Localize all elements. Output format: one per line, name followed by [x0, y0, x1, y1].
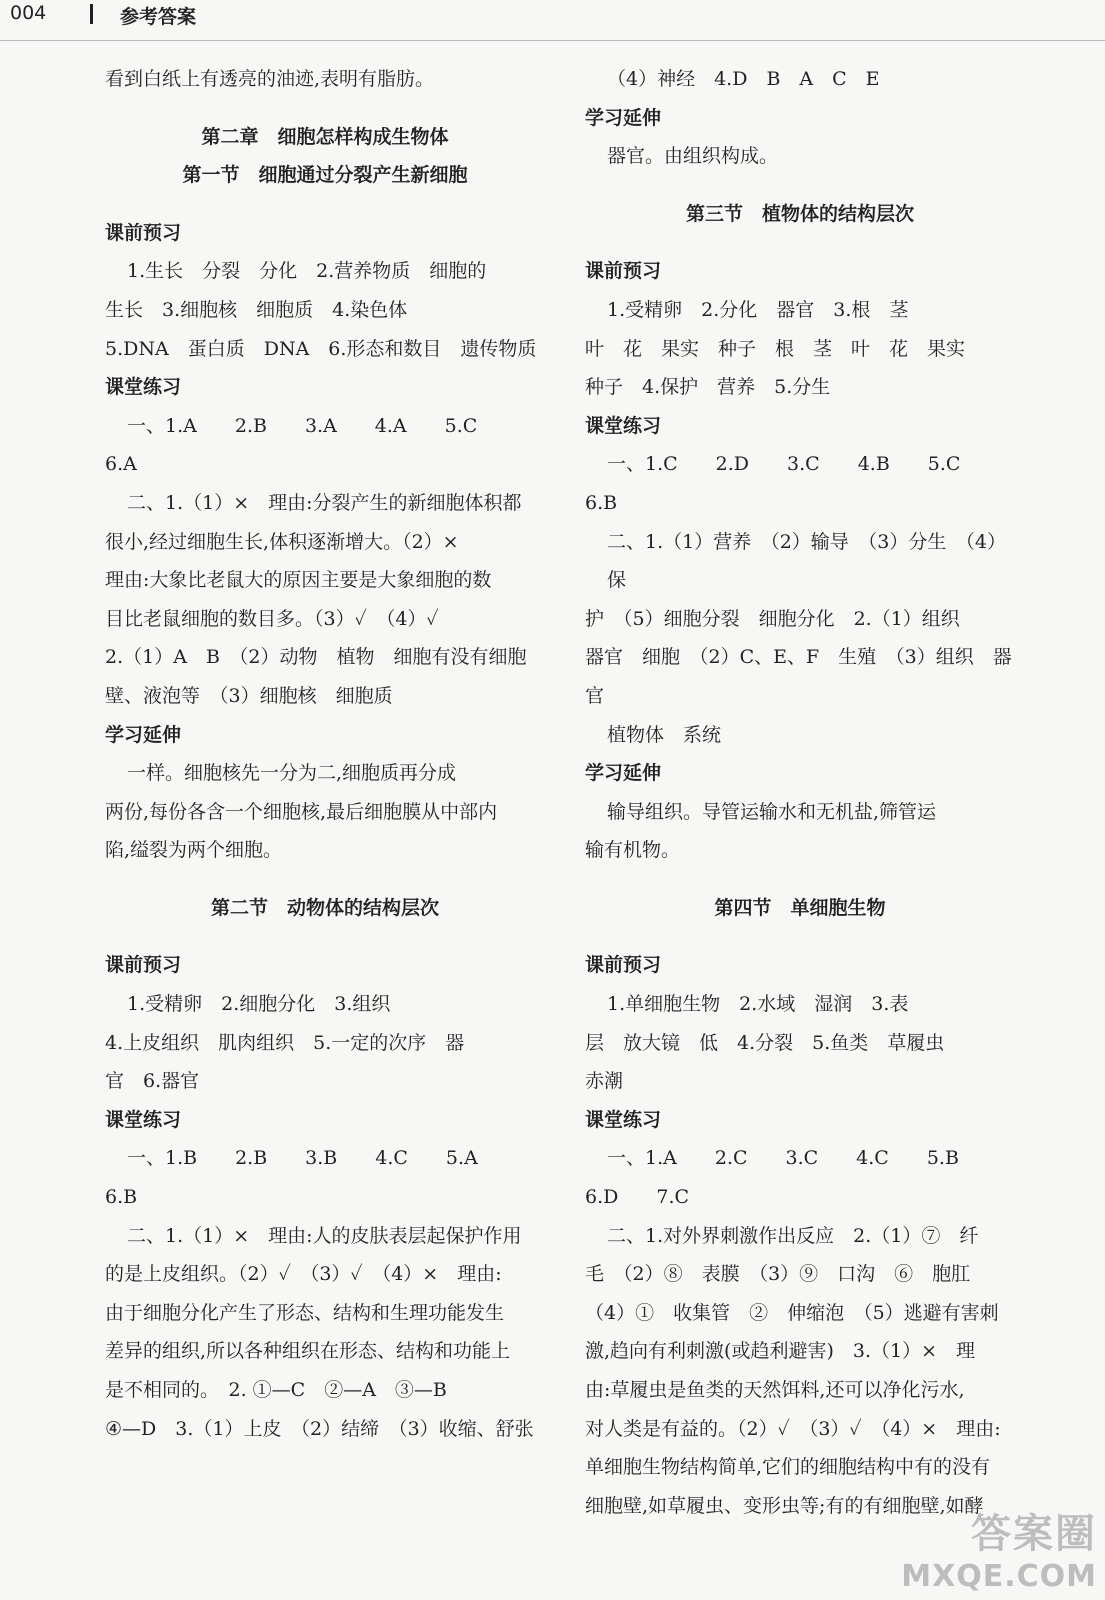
text-line: 一、1.A 2.C 3.C 4.C 5.B	[607, 1147, 959, 1170]
text-line: 6.B	[585, 491, 618, 514]
text-line: 官 6.器官	[105, 1070, 200, 1093]
header-divider	[90, 4, 93, 24]
text-line: 激,趋向有利刺激(或趋利避害) 3.（1）× 理	[585, 1340, 976, 1363]
watermark-url: MXQE.COM	[901, 1559, 1097, 1594]
text-line: 器官。由组织构成。	[607, 145, 779, 168]
text-line: 6.A	[105, 453, 137, 476]
subsection-heading: 学习延伸	[585, 762, 662, 785]
text-line: 6.B	[105, 1186, 138, 1209]
text-line: 4.上皮组织 肌肉组织 5.一定的次序 器	[105, 1031, 465, 1054]
text-line: 二、1.（1）× 理由:人的皮肤表层起保护作用	[127, 1224, 522, 1247]
text-line: （4）神经 4.D B A C E	[607, 68, 880, 90]
text-line: 差异的组织,所以各种组织在形态、结构和功能上	[105, 1340, 511, 1363]
text-line: （4）① 收集管 ② 伸缩泡 （5）逃避有害刺	[585, 1301, 999, 1324]
subsection-heading: 课堂练习	[105, 376, 182, 399]
text-line: 1.受精卵 2.分化 器官 3.根 茎	[607, 298, 909, 321]
text-line: 一、1.A 2.B 3.A 4.A 5.C	[127, 414, 478, 437]
subsection-heading: 课前预习	[585, 260, 662, 283]
subsection-heading: 课堂练习	[585, 1108, 662, 1131]
text-line: 细胞壁,如草履虫、变形虫等;有的有细胞壁,如酵	[585, 1494, 984, 1517]
header-title: 参考答案	[120, 6, 197, 28]
text-line: 由于细胞分化产生了形态、结构和生理功能发生	[105, 1301, 505, 1324]
text-line: 5.DNA 蛋白质 DNA 6.形态和数目 遗传物质	[105, 337, 537, 360]
right-column	[585, 60, 1015, 1525]
text-line: 层 放大镜 低 4.分裂 5.鱼类 草履虫	[585, 1031, 945, 1054]
section-title: 第二节 动物体的结构层次	[210, 896, 439, 919]
text-line: 是不相同的。 2. ①—C ②—A ③—B	[105, 1379, 447, 1401]
subsection-heading: 课堂练习	[105, 1108, 182, 1131]
subsection-heading: 学习延伸	[105, 723, 182, 746]
text-line: 赤潮	[585, 1070, 624, 1093]
text-line: 很小,经过细胞生长,体积逐渐增大。（2）×	[105, 530, 459, 553]
left-column	[105, 60, 545, 1448]
subsection-heading: 学习延伸	[585, 106, 662, 129]
text-line: 2.（1）A B （2）动物 植物 细胞有没有细胞	[105, 646, 527, 669]
text-line: 二、1.对外界刺激作出反应 2.（1）⑦ 纤	[607, 1224, 979, 1247]
watermark-brand: 答案圈	[971, 1511, 1097, 1557]
text-line: 单细胞生物结构简单,它们的细胞结构中有的没有	[585, 1456, 991, 1479]
page-header	[0, 0, 1105, 41]
text-line: 两份,每份各含一个细胞核,最后细胞膜从中部内	[105, 800, 498, 823]
watermark	[901, 1502, 1097, 1594]
text-line: 器官 细胞 （2）C、E、F 生殖 （3）组织 器官	[585, 646, 1012, 707]
text-line: 壁、液泡等 （3）细胞核 细胞质	[105, 684, 393, 707]
text-line: 理由:大象比老鼠大的原因主要是大象细胞的数	[105, 569, 492, 592]
text-line: 护 （5）细胞分裂 细胞分化 2.（1）组织	[585, 607, 960, 630]
text-line: 一、1.B 2.B 3.B 4.C 5.A	[127, 1147, 478, 1170]
text-line: 1.单细胞生物 2.水域 湿润 3.表	[607, 993, 909, 1016]
text-line: 对人类是有益的。（2）✓ （3）✓ （4）× 理由:	[585, 1417, 1001, 1440]
text-line: 一样。细胞核先一分为二,细胞质再分成	[127, 762, 457, 785]
text-line: 输有机物。	[585, 839, 681, 862]
text-line: 看到白纸上有透亮的油迹,表明有脂肪。	[105, 68, 435, 90]
section-title: 第四节 单细胞生物	[714, 896, 886, 919]
subsection-heading: 课前预习	[585, 954, 662, 977]
text-line: 的是上皮组织。（2）✓ （3）✓ （4）× 理由:	[105, 1263, 502, 1286]
text-line: 二、1.（1）营养 （2）输导 （3）分生 （4）保	[607, 530, 1006, 592]
text-line: 生长 3.细胞核 细胞质 4.染色体	[105, 298, 408, 321]
text-line: 6.D 7.C	[585, 1186, 690, 1209]
text-line: 毛 （2）⑧ 表膜 （3）⑨ 口沟 ⑥ 胞肛	[585, 1263, 971, 1286]
text-line: 目比老鼠细胞的数目多。（3）✓ （4）✓	[105, 607, 439, 630]
subsection-heading: 课前预习	[105, 954, 182, 977]
section-title: 第一节 细胞通过分裂产生新细胞	[182, 164, 468, 187]
subsection-heading: 课堂练习	[585, 414, 662, 437]
text-line: 1.受精卵 2.细胞分化 3.组织	[127, 993, 391, 1016]
section-title: 第三节 植物体的结构层次	[685, 202, 914, 225]
text-line: 植物体 系统	[607, 723, 722, 746]
subsection-heading: 课前预习	[105, 221, 182, 244]
chapter-title: 第二章 细胞怎样构成生物体	[201, 125, 449, 148]
text-line: 种子 4.保护 营养 5.分生	[585, 376, 831, 399]
text-line: 由:草履虫是鱼类的天然饵料,还可以净化污水,	[585, 1379, 965, 1401]
text-line: 陷,缢裂为两个细胞。	[105, 839, 283, 862]
text-line: 叶 花 果实 种子 根 茎 叶 花 果实	[585, 337, 966, 360]
page-number: 004	[10, 2, 47, 24]
text-line: 1.生长 分裂 分化 2.营养物质 细胞的	[127, 260, 487, 283]
text-line: 二、1.（1）× 理由:分裂产生的新细胞体积都	[127, 491, 522, 514]
text-line: 一、1.C 2.D 3.C 4.B 5.C	[607, 453, 961, 476]
text-line: ④—D 3.（1）上皮 （2）结缔 （3）收缩、舒张	[105, 1417, 534, 1440]
text-line: 输导组织。导管运输水和无机盐,筛管运	[607, 800, 937, 823]
